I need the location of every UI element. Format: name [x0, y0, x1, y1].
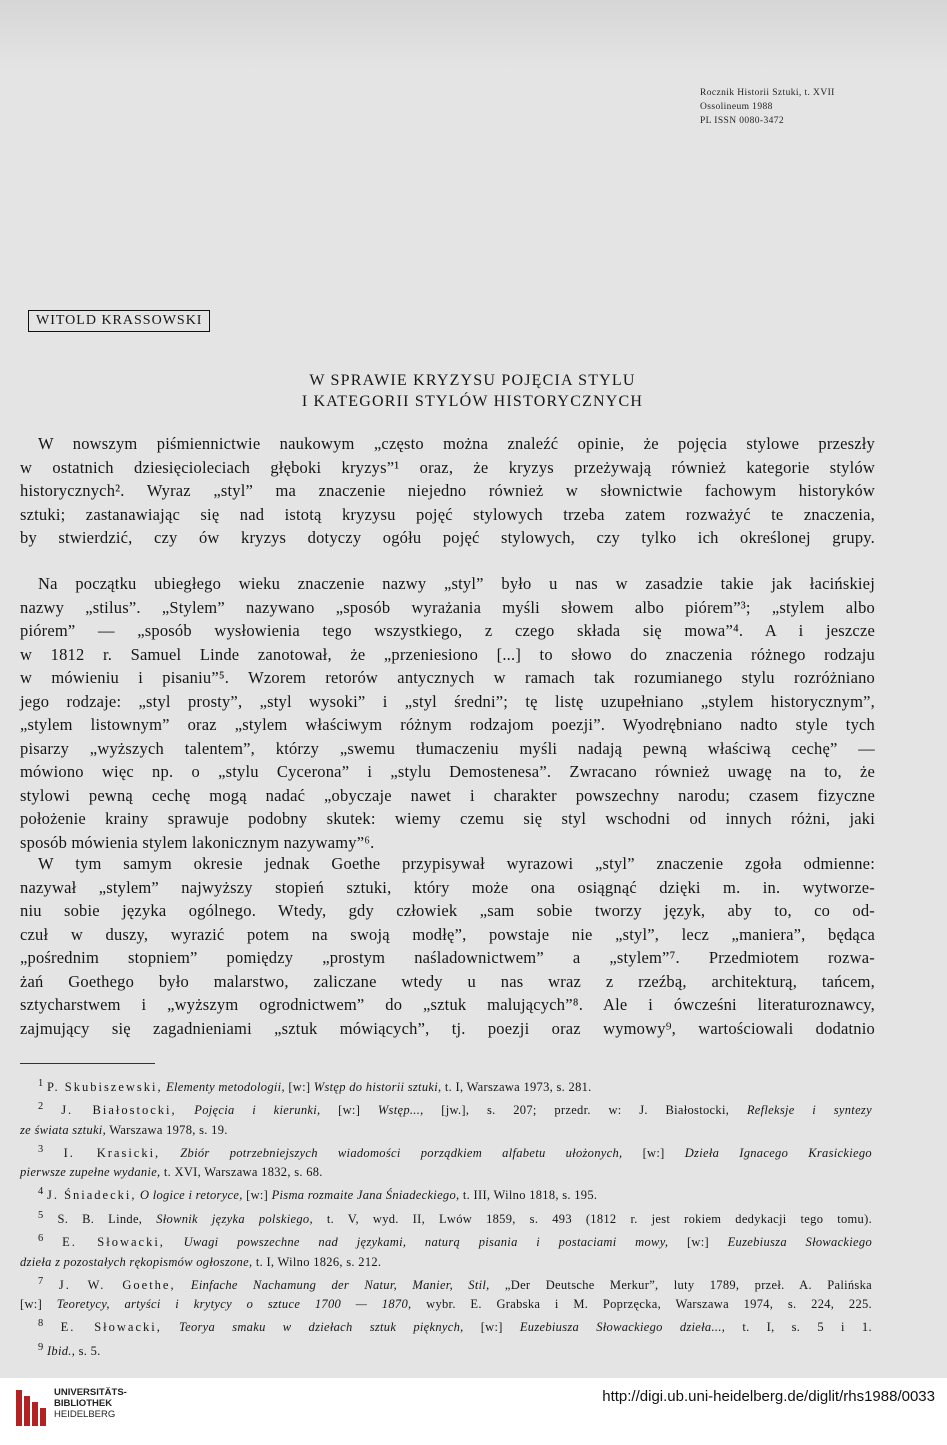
text-line: sposób mówienia stylem lakonicznym nazywamy”⁶. [20, 832, 375, 852]
library-logo-icon[interactable] [14, 1386, 48, 1430]
text-line: niu sobie języka ogólnego. Wtedy, gdy człowiek „sam sobie tworzy język, aby to, co od- [20, 901, 875, 920]
text-line: jego rodzaje: „styl prosty”, „styl wysoki” i „styl średni”; tę listę uzupełniano „stylem historycznym”, [20, 691, 875, 711]
text-line: w mówieniu i pisaniu”⁵. Wzorem retorów antycznych w ramach tak rozumianego stylu rozróżniano [20, 668, 875, 687]
article-title-line-2: I KATEGORII STYLÓW HISTORYCZNYCH [301, 393, 644, 410]
footnote-3: $^3$ I. Krasicki, Zbiór potrzebniejszych wiadomości porządkiem alfabetu ułożonych, [w:] Dzieła Ignacego Krasickiego pierwsze zupełne wydanie, t. XVI, Warszawa 1832, s. 68. [20, 1143, 872, 1180]
text-line: piórem” — „sposób wysłowienia tego wszystkiego, z czego składa się mowa”⁴. A i jeszcze [20, 621, 875, 640]
text-line: sztycharstwem i „wyższym ogrodnictwem” do „sztuk malujących”⁸. Ale i ówcześni literaturoznawcy, [20, 995, 875, 1014]
publisher: Ossolineum 1988 [700, 102, 773, 112]
paragraph-3 [20, 852, 875, 1040]
text-line: położenie krainy sprawuje podobny skutek: wiemy czemu się styl wschodni od innych różni, jaki [20, 809, 875, 828]
footnote-divider [20, 1063, 155, 1064]
paragraph-1 [20, 432, 875, 550]
text-line: mówiono więc np. o „stylu Cycerona” i „stylu Demostenesa”. Zwracano również uwagę na to, że [20, 762, 875, 781]
footnote-9: $^9$ Ibid., s. 5. [38, 1341, 101, 1358]
footnote-4: $^4$ J. Śniadecki, O logice i retoryce, [w:] Pisma rozmaite Jana Śniadeckiego, t. III, Wilno 1818, s. 195. [38, 1186, 598, 1203]
footnote-2: $^2$ J. Białostocki, Pojęcia i kierunki, [w:] Wstęp..., [jw.], s. 207; przedr. w: J. Białostocki, Refleksje i syntezy ze świata sztuki, Warszawa 1978, s. 19. [20, 1101, 872, 1137]
journal-header [700, 86, 900, 128]
footnote-8: $^8$ E. Słowacki, Teorya smaku w dziełach sztuk pięknych, [w:] Euzebiusza Słowackiego dzieła..., t. I, s. 5 i 1. [38, 1318, 872, 1335]
text-line: w ostatnich dziesięcioleciach głęboki kryzys”¹ oraz, że kryzys przeżywają również kategorie stylów [20, 457, 875, 477]
footnote-1: $^1$ P. Skubiszewski, Elementy metodologii, [w:] Wstęp do historii sztuki, t. I, Warszawa 1973, s. 281. [38, 1078, 592, 1095]
footnote-6: $^6$ E. Słowacki, Uwagi powszechne nad językami, naturą pisania i postaciami mowy, [w:] Euzebiusza Słowackiego dzieła z pozostałych rękopismów ogłoszone, t. I, Wilno 1826, s. 212. [20, 1233, 872, 1269]
source-url-link[interactable]: http://digi.ub.uni-heidelberg.de/diglit/rhs1988/0033 [602, 1388, 935, 1405]
text-line: „stylem listownym” oraz „stylem właściwym różnym rodzajom poezji”. Wyodrębniano nadto style tych [20, 715, 875, 734]
text-line: czuł w duszy, wyrazić potem na swoją modłę”, powstaje nie „styl”, lecz „maniera”, będąca [20, 924, 875, 944]
page-content [20, 24, 925, 1364]
footnote-5: $^5$ S. B. Linde, Słownik języka polskiego, t. V, wyd. II, Lwów 1859, s. 493 (1812 r. jest rokiem dedykacji tego tomu). [38, 1209, 872, 1226]
article-title-line-1: W SPRAWIE KRYZYSU POJĘCIA STYLU [309, 372, 636, 389]
text-line: żań Goethego było malarstwo, zaliczane wtedy u nas wraz z rzeźbą, architekturą, tańcem, [20, 971, 875, 991]
text-line: historycznych². Wyraz „styl” ma znaczenie niejedno również w słownictwie fachowym historyków [20, 481, 875, 500]
author-name: WITOLD KRASSOWSKI [28, 310, 210, 332]
text-line: W tym samym okresie jednak Goethe przypisywał wyrazowi „styl” znaczenie zgoła odmienne: [38, 854, 875, 873]
footnote-7: $^7$ J. W. Goethe, Einfache Nachamung der Natur, Manier, Stil, „Der Deutsche Merkur”, luty 1789, przeł. A. Palińska [w:] Teoretycy, artyści i krytycy o sztuce 1700 — 1870, wybr. E. Grabska i M. Poprzęcka, Warszawa 1974, s. 224, 225. [20, 1275, 872, 1312]
text-line: sztuki; zastanawiając się nad istotą kryzysu pojęć stylowych trzeba zatem rozważyć te znaczenia, [20, 504, 875, 524]
text-line: zajmujący się zagadnieniami „sztuk mówiących”, tj. poezji oraz wymowy⁹, wartościowali dodatnio [20, 1018, 875, 1038]
paragraph-2 [20, 572, 875, 854]
text-line: Na początku ubiegłego wieku znaczenie nazwy „styl” było u nas w zasadzie takie jak łacińskiej [38, 574, 875, 593]
text-line: nazywał „stylem” najwyższy stopień sztuki, który może ona osiągnąć dzięki m. in. wytworze- [20, 877, 875, 897]
issn: PL ISSN 0080-3472 [700, 116, 785, 126]
text-line: by stwierdzić, czy ów kryzys dotyczy ogółu pojęć stylowych, czy tylko ich określonej grupy. [20, 528, 875, 547]
text-line: „pośrednim stopniem” pomiędzy „prostym naśladownictwem” a „stylem”⁷. Przedmiotem rozwa- [20, 948, 875, 967]
journal-title: Rocznik Historii Sztuki, t. XVII [700, 88, 835, 98]
text-line: W nowszym piśmiennictwie naukowym „często można znaleźć opinie, że pojęcia stylowe przeszły [38, 434, 875, 453]
library-name[interactable]: UNIVERSITÄTS- BIBLIOTHEK HEIDELBERG [54, 1387, 127, 1420]
text-line: w 1812 r. Samuel Linde zanotował, że „przeniesiono [...] to słowo do znaczenia różnego rodzaju [20, 644, 875, 664]
footnotes [20, 1053, 872, 1361]
library-footer [0, 1378, 947, 1445]
text-line: pisarzy „wyższych talentem”, którzy „swemu tłumaczeniu myśli nadają pewną właściwą cechę” — [20, 738, 875, 758]
text-line: nazwy „stilus”. „Stylem” nazywano „sposób wyrażania myśli słowem albo piórem”³; „stylem albo [20, 597, 875, 617]
text-line: stylowi pewną cechę mogą nadać „obyczaje nawet i charakter powszechny narodu; czasem fizyczne [20, 785, 875, 805]
